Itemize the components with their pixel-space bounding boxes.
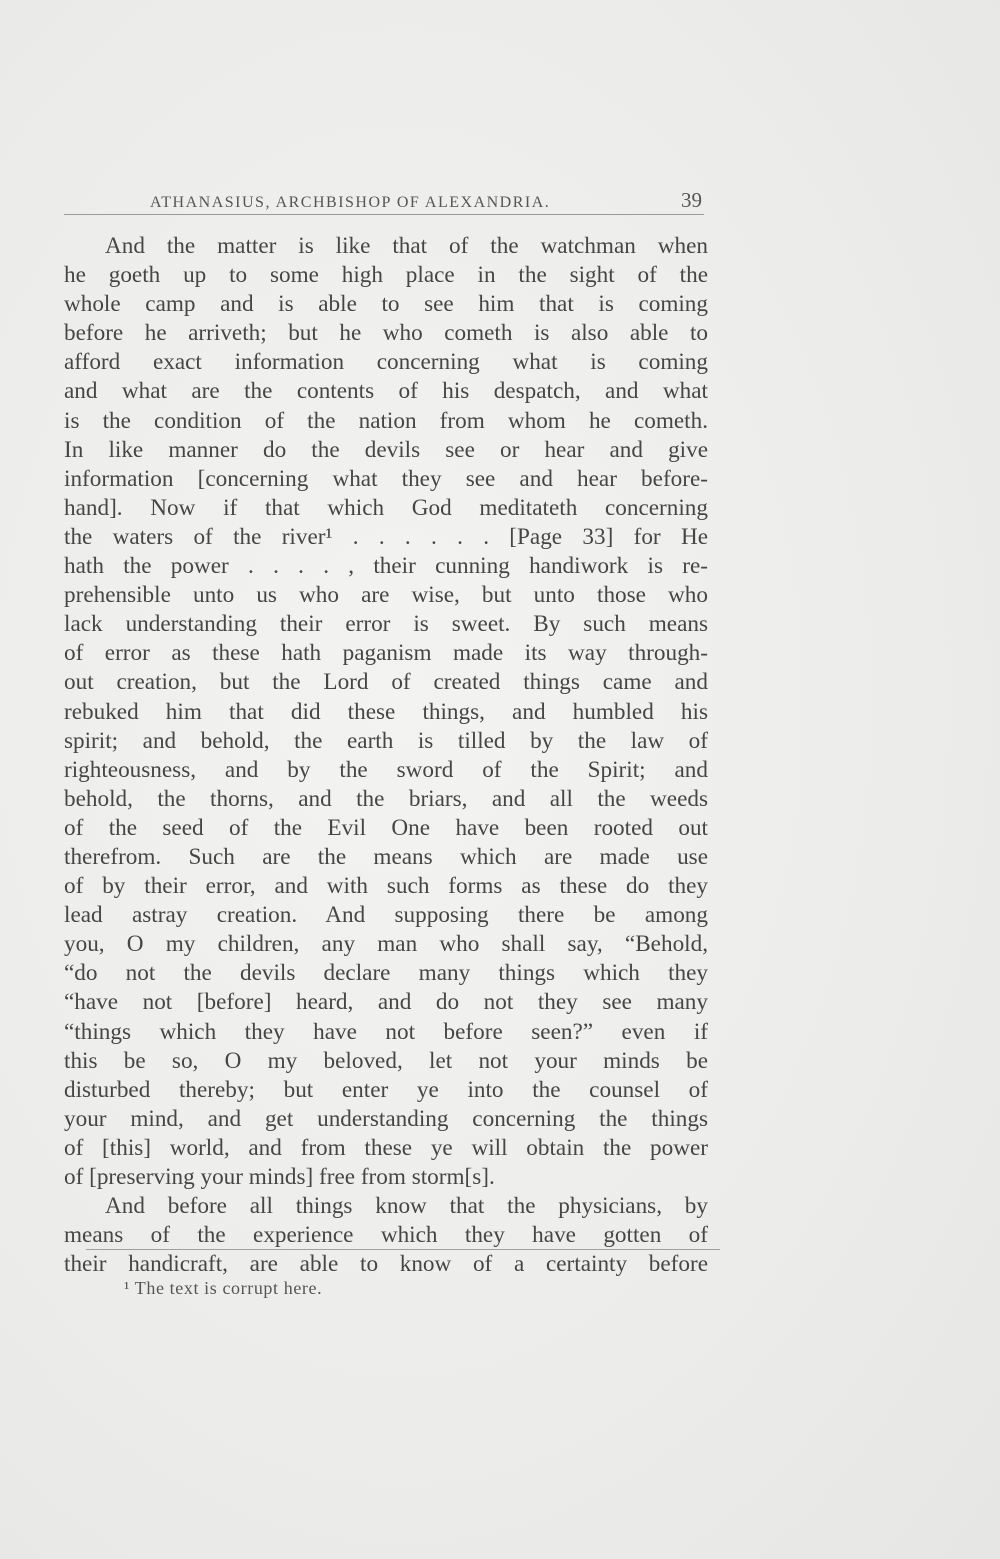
running-head: ATHANASIUS, ARCHBISHOP OF ALEXANDRIA. bbox=[150, 194, 551, 211]
text-line: lack understanding their error is sweet. By such means bbox=[64, 611, 708, 638]
footnote-rule bbox=[86, 1249, 720, 1250]
text-line: “do not the devils declare many things which they bbox=[64, 960, 708, 987]
text-line: their handicraft, are able to know of a certainty before bbox=[64, 1251, 708, 1278]
text-line: whole camp and is able to see him that is coming bbox=[64, 291, 708, 318]
text-line: spirit; and behold, the earth is tilled by the law of bbox=[64, 727, 708, 754]
text-line: your mind, and get understanding concerning the things bbox=[64, 1105, 708, 1132]
text-line: “things which they have not before seen?” even if bbox=[64, 1018, 708, 1045]
text-line: of the seed of the Evil One have been rooted out bbox=[64, 814, 708, 841]
body-text bbox=[64, 232, 708, 1279]
page-number: 39 bbox=[681, 188, 702, 212]
text-line: of [preserving your minds] free from storm[s]. bbox=[64, 1164, 495, 1190]
text-line: information [concerning what they see and hear before- bbox=[64, 465, 708, 492]
text-line: is the condition of the nation from whom he cometh. bbox=[64, 407, 708, 434]
text-line: of by their error, and with such forms as these do they bbox=[64, 873, 708, 900]
text-line: And the matter is like that of the watchman when bbox=[105, 233, 708, 259]
footnote: ¹ The text is corrupt here. bbox=[124, 1278, 323, 1298]
page-header bbox=[150, 188, 702, 213]
text-line: disturbed thereby; but enter ye into the counsel of bbox=[64, 1076, 708, 1103]
text-line: he goeth up to some high place in the sight of the bbox=[64, 262, 708, 289]
text-line: “have not [before] heard, and do not they see many bbox=[64, 989, 708, 1016]
header-rule bbox=[64, 214, 704, 215]
text-line: this be so, O my beloved, let not your minds be bbox=[64, 1047, 708, 1074]
text-line: before he arriveth; but he who cometh is also able to bbox=[64, 320, 708, 347]
text-line: And before all things know that the physicians, by bbox=[105, 1193, 708, 1220]
text-line: of error as these hath paganism made its way through- bbox=[64, 640, 708, 667]
text-line: behold, the thorns, and the briars, and all the weeds bbox=[64, 785, 708, 812]
text-line: therefrom. Such are the means which are made use bbox=[64, 843, 708, 870]
text-line: the waters of the river¹ . . . . . . [Page 33] for He bbox=[64, 523, 708, 550]
text-line: and what are the contents of his despatch, and what bbox=[64, 378, 708, 405]
text-line: out creation, but the Lord of created things came and bbox=[64, 669, 708, 696]
text-line: hand]. Now if that which God meditateth concerning bbox=[64, 494, 708, 521]
text-line: In like manner do the devils see or hear and give bbox=[64, 436, 708, 463]
text-line: hath the power . . . . , their cunning handiwork is re- bbox=[64, 553, 708, 580]
text-line: lead astray creation. And supposing there be among bbox=[64, 902, 708, 929]
text-line: rebuked him that did these things, and humbled his bbox=[64, 698, 708, 725]
text-line: prehensible unto us who are wise, but unto those who bbox=[64, 582, 708, 609]
text-line: righteousness, and by the sword of the Spirit; and bbox=[64, 756, 708, 783]
text-line: means of the experience which they have gotten of bbox=[64, 1222, 708, 1249]
text-line: afford exact information concerning what is coming bbox=[64, 349, 708, 376]
text-line: you, O my children, any man who shall say, “Behold, bbox=[64, 931, 708, 958]
text-line: of [this] world, and from these ye will obtain the power bbox=[64, 1134, 708, 1161]
